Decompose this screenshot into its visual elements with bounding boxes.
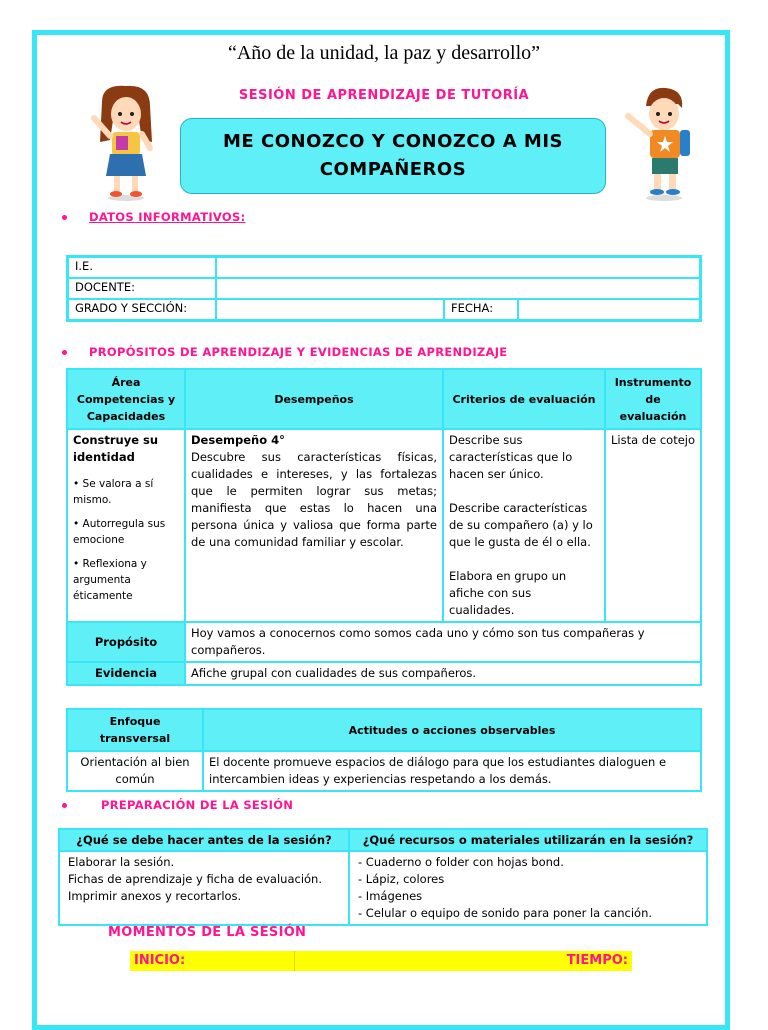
capacidad-item: • Reflexiona y argumenta éticamente	[73, 558, 147, 602]
fecha-label: FECHA:	[444, 299, 518, 321]
session-title: SESIÓN DE APRENDIZAJE DE TUTORÍA	[238, 88, 530, 103]
antes-header: ¿Qué se debe hacer antes de la sesión?	[59, 829, 349, 851]
inicio-label: INICIO:	[130, 951, 295, 971]
datos-heading: DATOS INFORMATIVOS:	[62, 210, 245, 224]
antes-item: Elaborar la sesión.	[68, 855, 175, 869]
tiempo-label: TIEMPO:	[566, 953, 628, 968]
main-title: ME CONOZCO Y CONOZCO A MIS COMPAÑEROS	[180, 118, 606, 194]
inicio-bar	[130, 951, 632, 971]
desempenos-header: Desempeños	[185, 369, 443, 429]
proposito-text: Hoy vamos a conocernos como somos cada uno y cómo son tus compañeras y compañeros.	[185, 622, 701, 662]
propositos-heading: PROPÓSITOS DE APRENDIZAJE Y EVIDENCIAS DE APRENDIZAJE	[62, 345, 507, 359]
docente-value[interactable]	[216, 278, 701, 299]
enfoque-header: Enfoque transversal	[67, 709, 203, 751]
momentos-heading: MOMENTOS DE LA SESIÓN	[108, 925, 307, 940]
competencia-name: Construye su identidad	[73, 433, 159, 464]
criterio-item: Describe sus características que lo hacen ser único.	[449, 433, 573, 481]
antes-item: Fichas de aprendizaje y ficha de evaluación.	[68, 872, 323, 886]
capacidad-item: • Autorregula sus emocione	[73, 518, 166, 546]
bullet-icon	[62, 803, 67, 808]
grado-value[interactable]	[216, 299, 444, 321]
propositos-table	[66, 368, 702, 686]
evidencia-text: Afiche grupal con cualidades de sus compañeros.	[185, 662, 701, 685]
antes-item: Imprimir anexos y recortarlos.	[68, 889, 242, 903]
competencia-cell	[67, 429, 185, 622]
recursos-header: ¿Qué recursos o materiales utilizarán en la sesión?	[349, 829, 707, 851]
proposito-label: Propósito	[67, 622, 185, 662]
recurso-item: - Lápiz, colores	[358, 872, 445, 886]
capacidad-item: • Se valora a sí mismo.	[73, 478, 154, 506]
desempeno-text: Descubre sus características físicas, cualidades e intereses, y las fortalezas que le permiten lograr sus metas; manifiesta que estas lo hacen una persona única y valiosa que forma parte de una comunidad familiar y escolar.	[191, 450, 437, 549]
datos-table	[66, 255, 702, 322]
girl-illustration	[86, 84, 166, 202]
bullet-icon	[62, 350, 67, 355]
motto: “Año de la unidad, la paz y desarrollo”	[227, 42, 541, 64]
enfoque-table	[66, 708, 702, 792]
criterio-item: Elabora en grupo un afiche con sus cualidades.	[449, 569, 567, 617]
docente-label: DOCENTE:	[68, 278, 217, 299]
ie-label: I.E.	[68, 257, 217, 279]
desempeno-cell	[185, 429, 443, 622]
instrumento-header: Instrumento de evaluación	[605, 369, 701, 429]
criterios-header: Criterios de evaluación	[443, 369, 605, 429]
preparacion-heading: PREPARACIÓN DE LA SESIÓN	[62, 798, 293, 812]
criterio-item: Describe características de su compañero (a) y lo que le gusta de él o ella.	[449, 501, 593, 549]
enfoque-value: Orientación al bien común	[67, 751, 203, 791]
bullet-icon	[62, 215, 67, 220]
antes-cell	[59, 851, 349, 925]
instrumento-cell: Lista de cotejo	[605, 429, 701, 622]
preparacion-table	[58, 828, 708, 926]
desempeno-title: Desempeño 4°	[191, 433, 285, 447]
criterios-cell	[443, 429, 605, 622]
fecha-value[interactable]	[518, 299, 701, 321]
actitudes-header: Actitudes o acciones observables	[203, 709, 701, 751]
evidencia-label: Evidencia	[67, 662, 185, 685]
recursos-cell	[349, 851, 707, 925]
boy-illustration	[620, 84, 700, 202]
recurso-item: - Celular o equipo de sonido para poner la canción.	[358, 906, 653, 920]
ie-value[interactable]	[216, 257, 701, 279]
recurso-item: - Imágenes	[358, 889, 423, 903]
actitudes-value: El docente promueve espacios de diálogo para que los estudiantes dialoguen e intercambien ideas y experiencias respetando a los demás.	[203, 751, 701, 791]
grado-label: GRADO Y SECCIÓN:	[68, 299, 217, 321]
area-header: Área Competencias y Capacidades	[67, 369, 185, 429]
recurso-item: - Cuaderno o folder con hojas bond.	[358, 855, 564, 869]
